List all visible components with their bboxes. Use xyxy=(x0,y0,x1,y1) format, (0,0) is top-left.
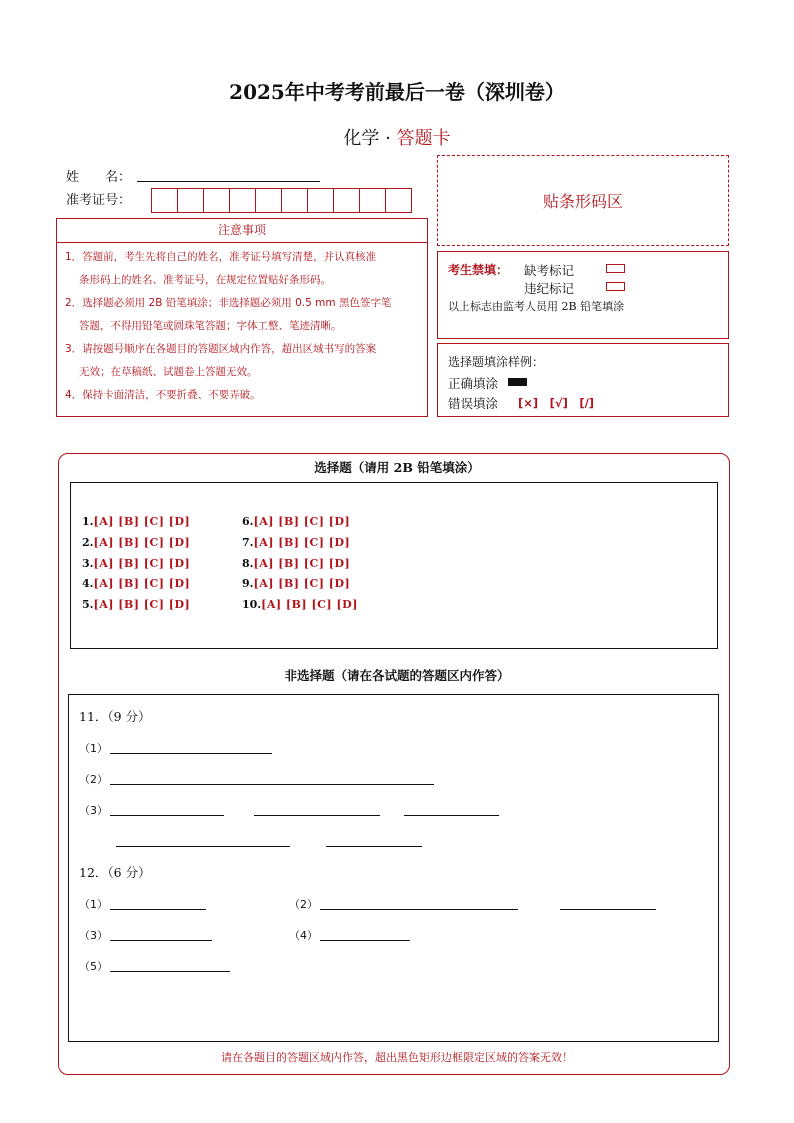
id-label: 准考证号： xyxy=(66,193,132,208)
mc-question-row[interactable] xyxy=(82,577,190,590)
question-number: 5. xyxy=(82,598,94,611)
absent-mark-box[interactable] xyxy=(606,264,625,273)
mc-question-row[interactable] xyxy=(242,536,350,549)
mc-section-title: 选择题（请用 2B 铅笔填涂） xyxy=(314,460,480,475)
answer-line[interactable] xyxy=(320,909,518,910)
violation-mark-box[interactable] xyxy=(606,282,625,291)
nonmc-answer-box xyxy=(68,694,719,1042)
question-number: 6. xyxy=(242,515,254,528)
wrong-fill-marks: [×] [√] [/] xyxy=(518,396,595,410)
q12-label: 12．（6 分） xyxy=(79,865,151,880)
q11-label: 11．（9 分） xyxy=(79,709,151,724)
q12-part-label: （4） xyxy=(289,929,318,942)
mc-answer-box xyxy=(70,482,718,649)
staff-only-note: 以上标志由监考人员用 2B 铅笔填涂 xyxy=(448,300,625,313)
absent-label: 缺考标记 xyxy=(524,263,575,278)
notice-line: 无效；在草稿纸、试题卷上答题无效。 xyxy=(79,366,258,378)
barcode-area xyxy=(437,155,729,246)
id-digit-box[interactable] xyxy=(385,188,412,213)
mc-options[interactable]: [A] [B] [C] [D] xyxy=(253,577,351,590)
q11-part-label: （2） xyxy=(79,773,108,786)
question-number: 7. xyxy=(242,536,254,549)
mc-question-row[interactable] xyxy=(242,577,350,590)
id-digit-box[interactable] xyxy=(177,188,204,213)
q12-part-label: （3） xyxy=(79,929,108,942)
notice-line: 答题，不得用铅笔或圆珠笔答题；字体工整、笔迹清晰。 xyxy=(79,320,342,332)
question-number: 1. xyxy=(82,515,94,528)
question-number: 10. xyxy=(242,598,262,611)
answer-line[interactable] xyxy=(110,909,206,910)
answer-line[interactable] xyxy=(116,846,290,847)
mc-options[interactable]: [A] [B] [C] [D] xyxy=(253,515,351,528)
wrong-fill-label: 错误填涂 xyxy=(448,396,499,411)
notice-line: 4．保持卡面清洁，不要折叠、不要弄破。 xyxy=(65,389,261,401)
notice-title: 注意事项 xyxy=(56,218,428,243)
id-digit-box[interactable] xyxy=(333,188,360,213)
mc-options[interactable]: [A] [B] [C] [D] xyxy=(261,598,358,611)
id-digit-box[interactable] xyxy=(307,188,334,213)
question-number: 9. xyxy=(242,577,254,590)
answer-line[interactable] xyxy=(320,940,410,941)
mc-options[interactable]: [A] [B] [C] [D] xyxy=(93,557,191,570)
q11-part-label: （1） xyxy=(79,742,108,755)
name-label: 姓 名： xyxy=(66,170,132,185)
answer-line[interactable] xyxy=(110,784,434,785)
footer-warning: 请在各题目的答题区域内作答，超出黑色矩形边框限定区域的答案无效！ xyxy=(221,1051,573,1064)
nonmc-section-title: 非选择题（请在各试题的答题区内作答） xyxy=(284,668,510,683)
question-number: 2. xyxy=(82,536,94,549)
subtitle-separator: · xyxy=(385,128,391,149)
fill-example-title: 选择题填涂样例： xyxy=(448,355,545,369)
mc-options[interactable]: [A] [B] [C] [D] xyxy=(93,577,191,590)
q11-part-label: （3） xyxy=(79,804,108,817)
correct-fill-mark xyxy=(508,378,527,386)
subject-label: 化学 xyxy=(343,128,380,149)
mc-question-row[interactable] xyxy=(242,598,358,611)
correct-fill-label: 正确填涂 xyxy=(448,376,499,391)
page-title: 2025年中考考前最后一卷（深圳卷） xyxy=(229,80,565,104)
mc-question-row[interactable] xyxy=(82,515,190,528)
mc-options[interactable]: [A] [B] [C] [D] xyxy=(93,515,191,528)
staff-only-box xyxy=(437,251,729,339)
answer-card-label: 答题卡 xyxy=(396,128,451,149)
subtitle xyxy=(0,124,794,150)
id-digit-box[interactable] xyxy=(281,188,308,213)
mc-question-row[interactable] xyxy=(82,536,190,549)
answer-line[interactable] xyxy=(404,815,499,816)
question-number: 4. xyxy=(82,577,94,590)
q12-part-label: （1） xyxy=(79,898,108,911)
answer-line[interactable] xyxy=(110,815,224,816)
q12-part-label: （2） xyxy=(289,898,318,911)
answer-line[interactable] xyxy=(560,909,656,910)
answer-line[interactable] xyxy=(326,846,422,847)
id-digit-box[interactable] xyxy=(255,188,282,213)
fill-example-box xyxy=(437,343,729,417)
notice-line: 2．选择题必须用 2B 铅笔填涂；非选择题必须用 0.5 mm 黑色签字笔 xyxy=(65,297,392,309)
mc-question-row[interactable] xyxy=(82,598,190,611)
mc-question-row[interactable] xyxy=(242,557,350,570)
id-digit-box[interactable] xyxy=(203,188,230,213)
answer-line[interactable] xyxy=(110,971,230,972)
mc-question-row[interactable] xyxy=(242,515,350,528)
answer-line[interactable] xyxy=(110,940,212,941)
id-digit-box[interactable] xyxy=(151,188,178,213)
notice-line: 3．请按题号顺序在各题目的答题区域内作答，超出区域书写的答案 xyxy=(65,343,377,355)
name-field[interactable] xyxy=(137,180,320,182)
mc-options[interactable]: [A] [B] [C] [D] xyxy=(93,598,191,611)
id-digit-box[interactable] xyxy=(229,188,256,213)
mc-options[interactable]: [A] [B] [C] [D] xyxy=(253,536,351,549)
staff-only-title: 考生禁填： xyxy=(448,263,509,277)
notice-box xyxy=(56,242,428,417)
violation-label: 违纪标记 xyxy=(524,281,575,296)
notice-line: 1．答题前，考生先将自己的姓名，准考证号填写清楚，并认真核准 xyxy=(65,251,377,263)
notice-line: 条形码上的姓名、准考证号，在规定位置贴好条形码。 xyxy=(79,274,331,286)
id-number-boxes[interactable] xyxy=(151,188,411,213)
q12-part-label: （5） xyxy=(79,960,108,973)
question-number: 3. xyxy=(82,557,94,570)
mc-options[interactable]: [A] [B] [C] [D] xyxy=(93,536,191,549)
question-number: 8. xyxy=(242,557,254,570)
barcode-label: 贴条形码区 xyxy=(542,192,623,211)
answer-line[interactable] xyxy=(254,815,380,816)
id-digit-box[interactable] xyxy=(359,188,386,213)
mc-options[interactable]: [A] [B] [C] [D] xyxy=(253,557,351,570)
mc-question-row[interactable] xyxy=(82,557,190,570)
answer-line[interactable] xyxy=(110,753,272,754)
